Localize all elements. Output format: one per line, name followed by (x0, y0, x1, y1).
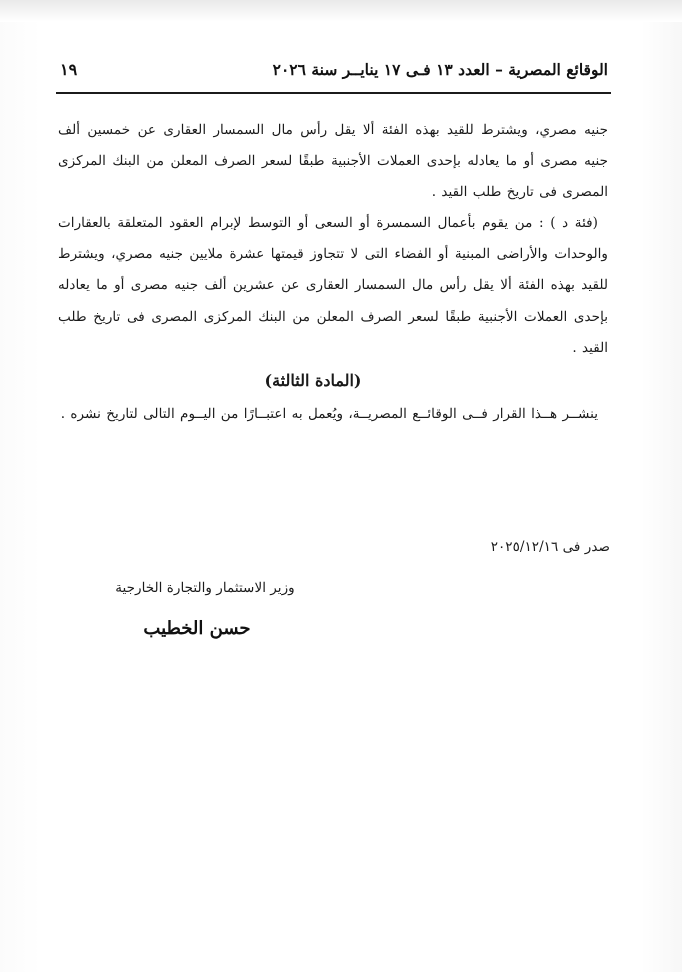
page-header (60, 56, 608, 90)
header-divider (56, 92, 611, 94)
article-three-heading: (المادة الثالثة) (264, 370, 362, 390)
issue-date: صدر فى ٢٠٢٥/١٢/١٦ (490, 539, 610, 555)
paragraph-publication: ينشــر هــذا القرار فــى الوقائــع المصريــة، ويُعمل به اعتبــارًا من اليــوم التالى لتاريخ نشره . (60, 405, 598, 422)
page-number: ١٩ (60, 60, 78, 79)
paragraph-category-c-continuation: جنيه مصري، ويشترط للقيد بهذه الفئة ألا يقل رأس مال السمسار العقارى عن خمسين ألف جنيه مصرى أو ما يعادله بإحدى العملات الأجنبية طبقًا لسعر الصرف المعلن من البنك المركزى المصرى فى تاريخ طلب القيد . (58, 122, 608, 201)
paragraph-category-d: (فئة د ) : من يقوم بأعمال السمسرة أو السعى أو التوسط لإبرام العقود المتعلقة بالعقارات والوحدات والأراضى المبنية أو الفضاء التى لا تتجاوز قيمتها عشرة ملايين جنيه مصري، ويشترط للقيد بهذه الفئة ألا يقل رأس مال السمسار العقارى عن عشرين ألف جنيه مصرى أو ما يعادله بإحدى العملات الأجنبية طبقًا لسعر الصرف المعلن من البنك المركزى المصرى فى تاريخ طلب القيد . (58, 215, 608, 356)
scan-top-edge (0, 0, 682, 22)
minister-name: حسن الخطيب (143, 618, 251, 639)
minister-title: وزير الاستثمار والتجارة الخارجية (115, 580, 295, 596)
gazette-header-title: الوقائع المصرية – العدد ١٣ فـى ١٧ ينايــر سنة ٢٠٢٦ (272, 60, 608, 79)
document-body (58, 115, 608, 430)
